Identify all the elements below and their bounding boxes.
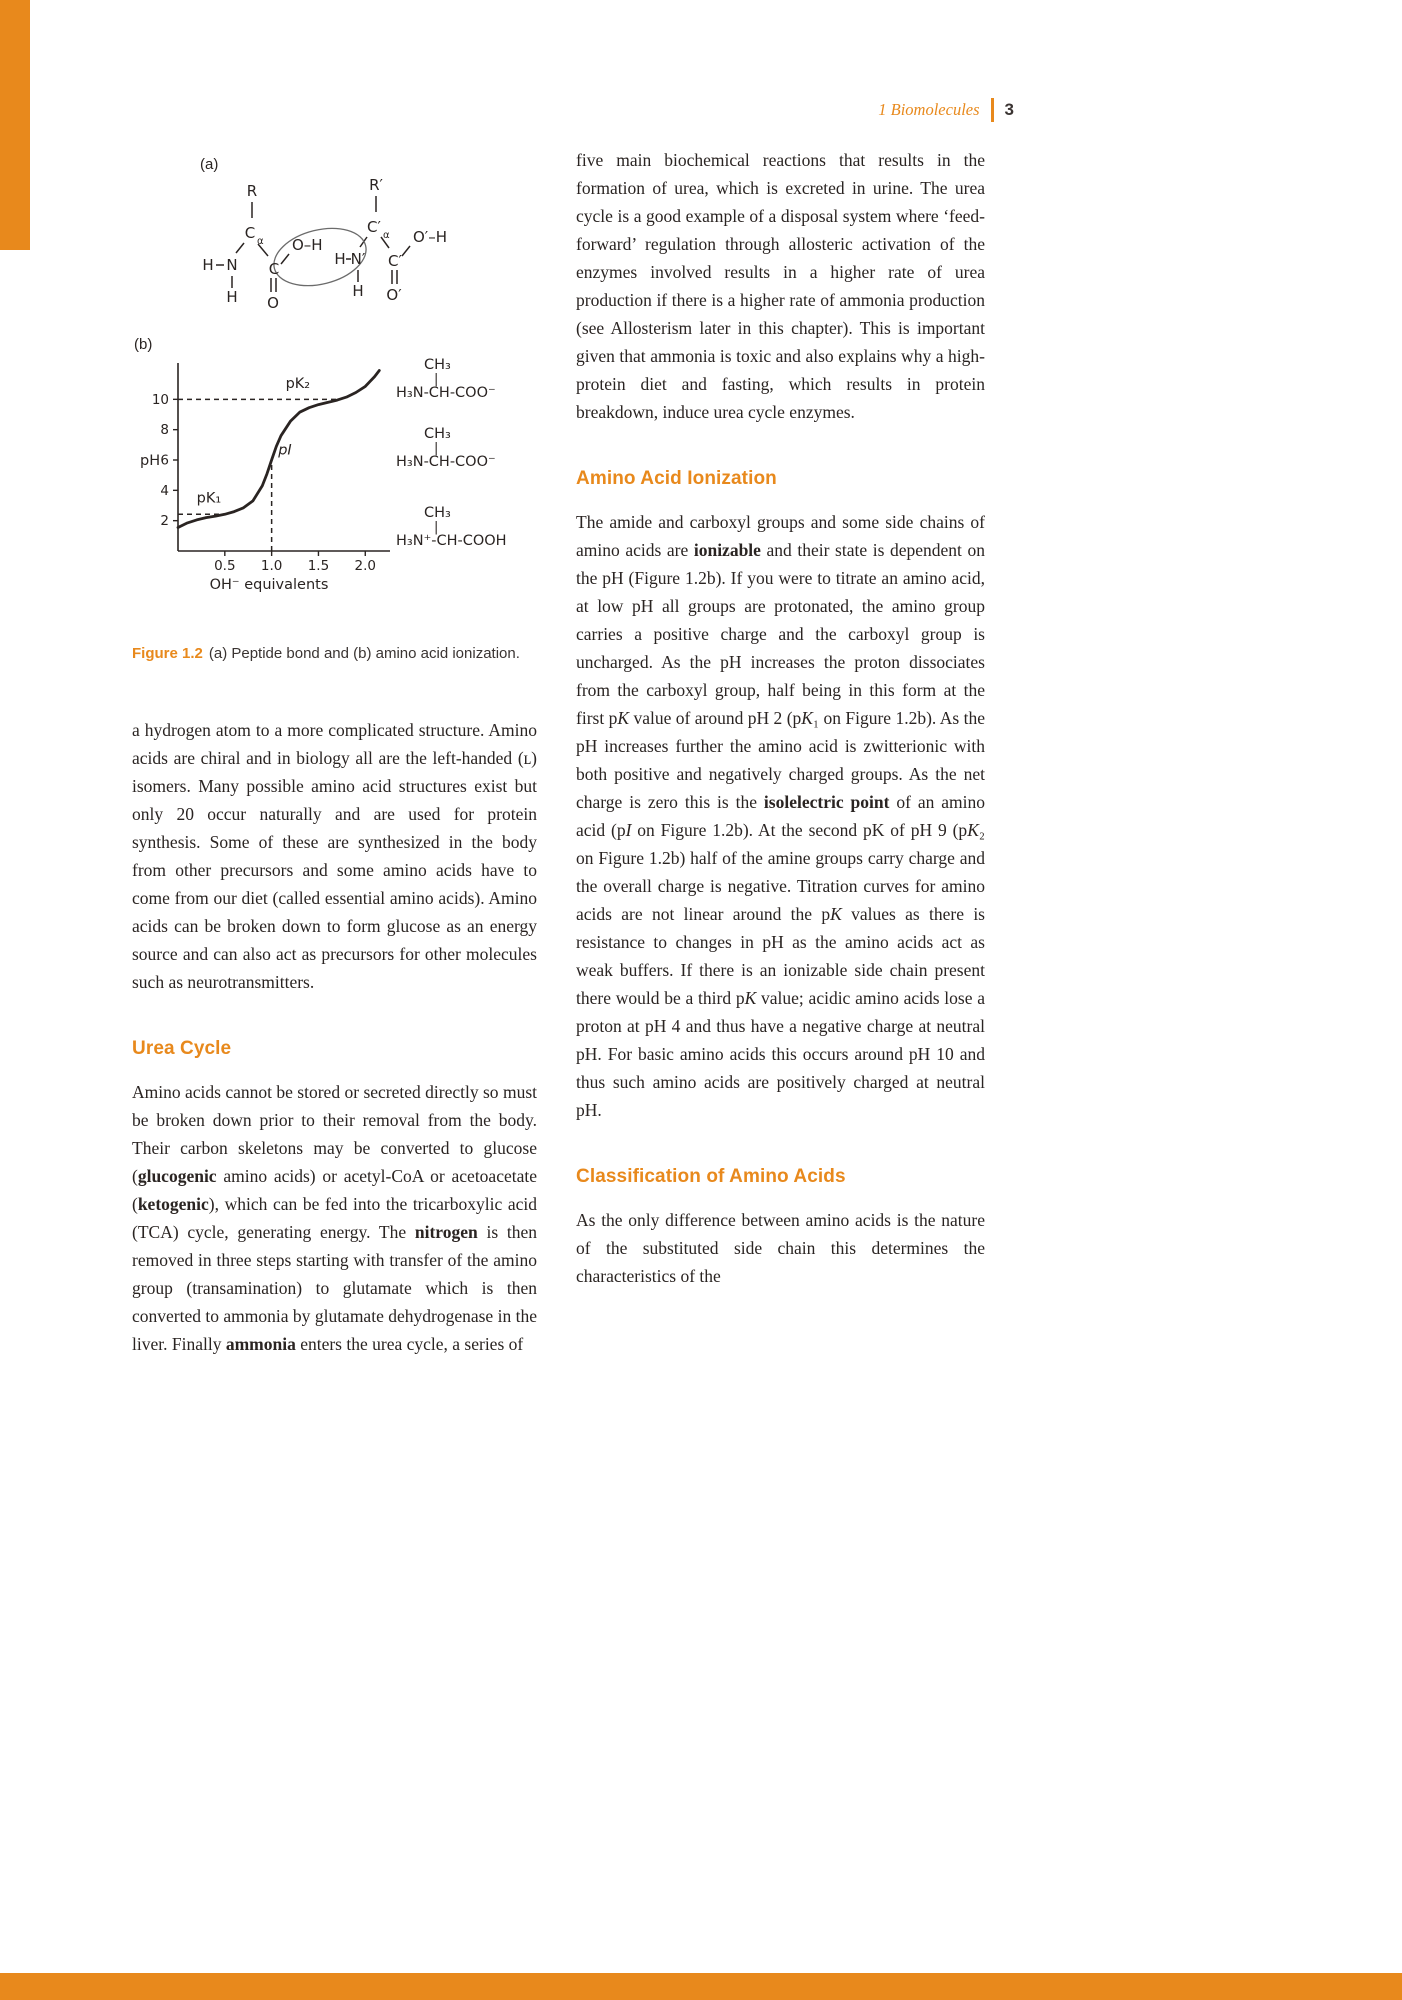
atom-label: C (244, 224, 256, 242)
running-head (576, 98, 1014, 122)
paragraph-ionization: The amide and carboxyl groups and some side chains of amino acids are ionizable and their state is dependent on the pH (Figure 1.2b). If you were to titrate an amino acid, at low pH all groups are protonated, the amino group carries a positive charge and the carboxyl group is uncharged. As the pH increases the proton dissociates from the carboxyl group, half being in this form at the first pK value of around pH 2 (pK₁ on Figure 1.2b). As the pH increases further the amino acid is zwitterionic with both positive and negatively charged groups. As the net charge is zero this is the isolelectric point of an amino acid (pI on Figure 1.2b). At the second pK of pH 9 (pK₂ on Figure 1.2b) half of the amine groups carry charge and the overall charge is negative. Titration curves for amino acids are not linear around the pK values as there is resistance to changes in pH as the amino acids act as weak buffers. If there is an ionizable side chain present there would be a third pK value; acidic amino acids lose a proton at pH 4 and thus have a negative charge at neutral pH. For basic amino acids this occurs around pH 10 and thus such amino acids are positively charged at neutral pH. (576, 512, 986, 1120)
oxygen-atom-label: O′ (386, 286, 402, 304)
nitrogen-atom-label: N′ (350, 250, 366, 268)
left-column (132, 146, 537, 1358)
svg-text:pK₁: pK₁ (196, 490, 222, 507)
svg-text:2: 2 (160, 513, 169, 530)
chapter-title: 1 Biomolecules (878, 100, 980, 119)
paragraph-amino-acid-intro: a hydrogen atom to a more complicated structure. Amino acids are chiral and in biology all are the left-handed (ʟ) isomers. Many possible amino acid structures exist but only 20 occur naturally and are used for protein synthesis. Some of these are synthesized in the body from other precursors and some amino acids have to come from our diet (called essential amino acids). Amino acids can be broken down to form glucose as an energy source and can also act as precursors for other molecules such as neurotransmitters. (132, 720, 537, 992)
atom-label: H (334, 250, 346, 268)
bottom-accent-bar (0, 1973, 1402, 2000)
atom-label: N (226, 256, 238, 274)
hydroxyl-label: O–H (292, 236, 323, 254)
paragraph-urea-cycle-continued: five main biochemical reactions that results in the formation of urea, which is excreted in urine. The urea cycle is a good example of a disposal system where ‘feed-forward’ regulation through allosteric activation of the enzymes involved results in a higher rate of urea production if there is a higher rate of ammonia production (see Allosterism later in this chapter). This is important given that ammonia is toxic and also explains why a high-protein diet and fasting, which results in protein breakdown, induce urea cycle enzymes. (576, 150, 985, 422)
figure-caption (132, 643, 537, 664)
svg-text:pI: pI (278, 442, 292, 459)
panel-a-label: (a) (200, 156, 219, 173)
ionization-structures (394, 355, 537, 597)
right-column (576, 146, 985, 1358)
atom-label: R (246, 182, 258, 200)
atom-label: H (202, 256, 214, 274)
chart-row (132, 355, 537, 597)
svg-text:pK₂: pK₂ (285, 375, 311, 392)
svg-text:8: 8 (160, 422, 169, 439)
structure-zwitterion: CH₃ | H₃N-CH-COO⁻ (396, 426, 496, 470)
svg-text:OH⁻ equivalents: OH⁻ equivalents (209, 577, 329, 593)
svg-text:4: 4 (160, 482, 169, 499)
atom-label: C′ (388, 252, 402, 270)
figure-panel-b (132, 336, 537, 597)
heading-amino-acid-ionization: Amino Acid Ionization (576, 468, 777, 489)
atom-subscript: α (257, 236, 264, 247)
atom-label: H (226, 288, 238, 306)
paragraph-urea-cycle: Amino acids cannot be stored or secreted directly so must be broken down prior to their removal from the body. Their carbon skeletons may be converted to glucose (glucogenic amino acids) or acetyl-CoA or acetoacetate (ketogenic), which can be fed into the tricarboxylic acid (TCA) cycle, generating energy. The nitrogen is then removed in three steps starting with transfer of the amino group (transamination) to glutamate which is then converted to ammonia by glutamate dehydrogenase in the liver. Finally ammonia enters the urea cycle, a series of (132, 1082, 537, 1354)
atom-label: C (268, 260, 280, 278)
hydroxyl-label: O′–H (413, 228, 447, 246)
figure-panel-a (132, 146, 537, 328)
svg-text:6: 6 (160, 452, 169, 469)
atom-label: R′ (369, 176, 383, 194)
figure-1-2 (132, 146, 537, 664)
titration-chart (132, 355, 394, 597)
figure-caption-label: Figure 1.2 (132, 645, 203, 662)
atom-label: H (352, 282, 364, 300)
heading-classification-of-amino-acids: Classification of Amino Acids (576, 1166, 846, 1187)
atom-subscript: α (383, 230, 390, 241)
structure-deprotonated: CH₃ | H₃N-CH-COO⁻ (396, 357, 496, 401)
left-accent-bar (0, 0, 30, 250)
svg-text:2.0: 2.0 (354, 558, 377, 574)
peptide-bond-diagram (160, 160, 490, 328)
oxygen-atom-label: O (267, 294, 279, 312)
svg-text:pH: pH (140, 453, 161, 469)
svg-text:1.5: 1.5 (307, 558, 330, 574)
svg-text:1.0: 1.0 (260, 558, 283, 574)
page-number: 3 (1004, 100, 1014, 119)
structure-protonated: CH₃ | H₃N⁺-CH-COOH (396, 505, 507, 549)
header-divider (991, 98, 994, 122)
svg-text:0.5: 0.5 (214, 558, 236, 574)
panel-b-label: (b) (134, 336, 153, 353)
atom-label: C′ (367, 218, 381, 236)
svg-text:10: 10 (151, 391, 169, 408)
paragraph-classification: As the only difference between amino acids is the nature of the substituted side chain this determines the characteristics of the (576, 1210, 985, 1286)
heading-urea-cycle: Urea Cycle (132, 1038, 232, 1059)
two-column-layout (132, 146, 985, 1358)
figure-caption-text: (a) Peptide bond and (b) amino acid ionization. (208, 645, 520, 662)
